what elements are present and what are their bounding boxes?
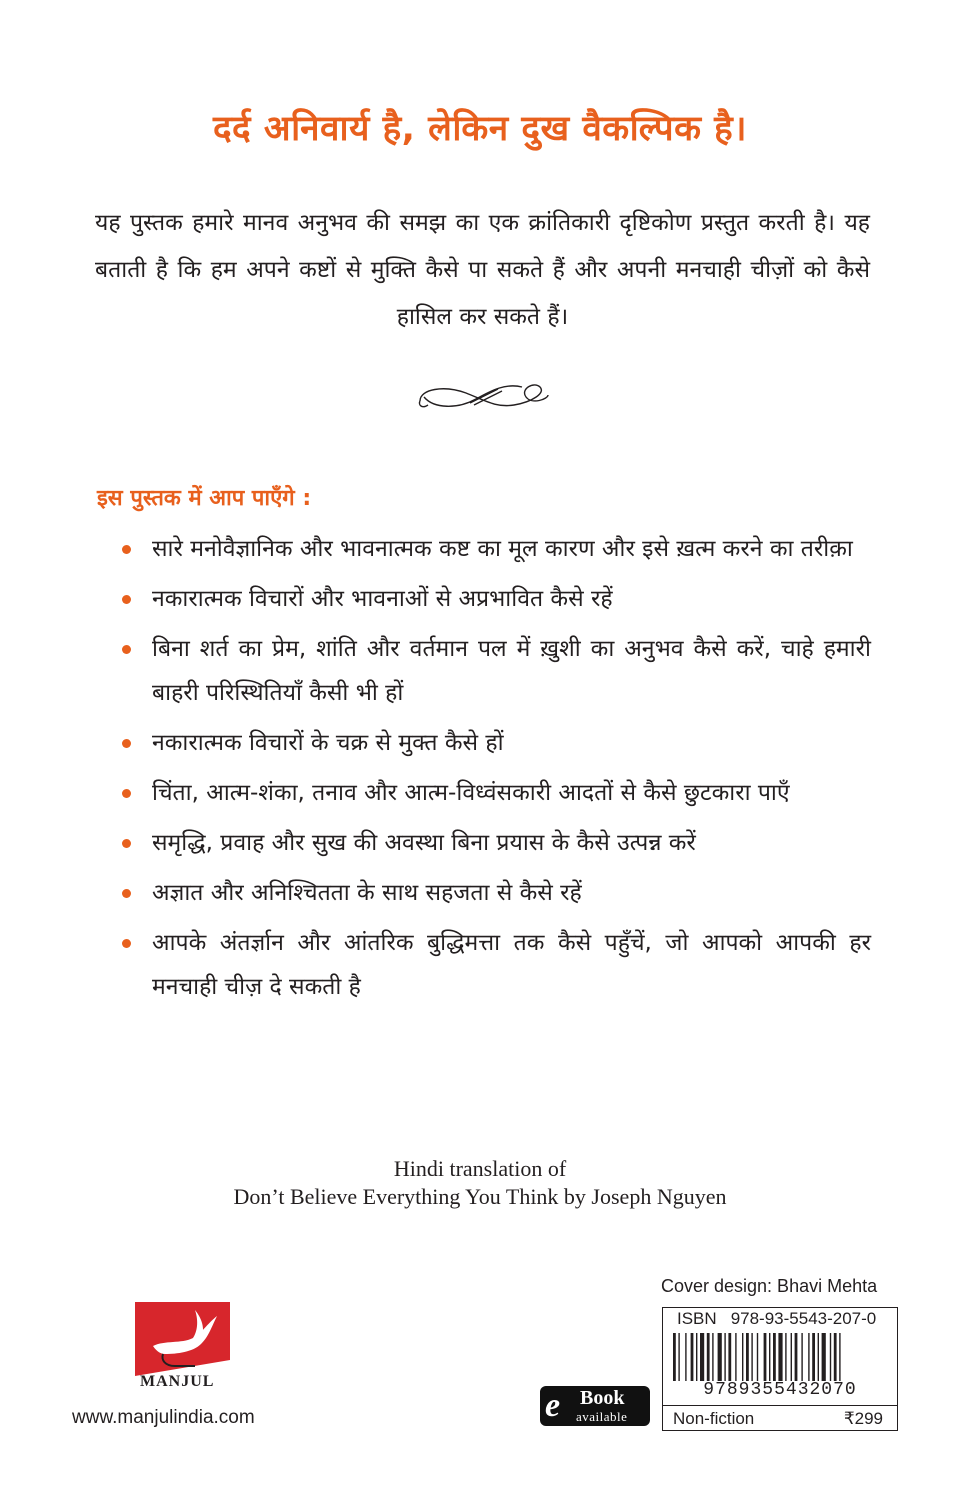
translation-line-1: Hindi translation of	[393, 1156, 567, 1181]
section-title: इस पुस्तक में आप पाएँगे :	[97, 486, 312, 511]
bullet-dot-icon	[122, 595, 131, 604]
bullet-dot-icon	[122, 839, 131, 848]
publisher-name: MANJUL	[140, 1373, 215, 1390]
bullet-dot-icon	[122, 645, 131, 654]
ebook-available-label: available	[576, 1409, 628, 1424]
ebook-e-letter: e	[545, 1387, 561, 1424]
list-item	[119, 871, 871, 915]
translation-line-2: Don’t Believe Everything You Think by Joseph Nguyen	[233, 1184, 727, 1209]
list-item	[119, 577, 871, 621]
category-label: Non-fiction	[673, 1409, 755, 1428]
list-item-text: सारे मनोवैज्ञानिक और भावनात्मक कष्ट का मूल कारण और इसे ख़त्म करने का तरीक़ा	[152, 536, 853, 562]
translation-credit	[0, 1155, 960, 1211]
price-label: ₹299	[843, 1409, 883, 1428]
bullet-dot-icon	[122, 789, 131, 798]
headline: दर्द अनिवार्य है, लेकिन दुख वैकल्पिक है।	[212, 109, 748, 149]
bullet-dot-icon	[122, 889, 131, 898]
intro-paragraph: यह पुस्तक हमारे मानव अनुभव की समझ का एक क्रांतिकारी दृष्टिकोण प्रस्तुत करती है। यह बताती है कि हम अपने कष्टों से मुक्ति कैसे पा सकते हैं और अपनी मनचाही चीज़ों को कैसे हासिल कर सकते हैं।	[95, 210, 870, 330]
ebook-book-label: Book	[580, 1387, 625, 1409]
list-item-text: आपके अंतर्ज्ञान और आंतरिक बुद्धिमत्ता तक कैसे पहुँचें, जो आपको आपकी हर मनचाही चीज़ दे सकती है	[152, 930, 871, 1000]
list-item	[119, 721, 871, 765]
bullet-dot-icon	[122, 739, 131, 748]
publisher-website-link[interactable]: www.manjulindia.com	[72, 1407, 255, 1428]
isbn-number: 978-93-5543-207-0	[730, 1309, 877, 1328]
barcode-digits: 9789355432070	[703, 1380, 857, 1400]
barcode-icon	[673, 1333, 887, 1381]
flourish-ornament-icon	[414, 375, 554, 419]
list-item-text: अज्ञात और अनिश्चितता के साथ सहजता से कैसे रहें	[152, 880, 582, 906]
isbn-label: ISBN	[677, 1309, 717, 1328]
list-item-text: नकारात्मक विचारों के चक्र से मुक्त कैसे हों	[152, 730, 504, 756]
isbn-barcode-box	[662, 1307, 898, 1431]
feature-list	[119, 527, 871, 1015]
list-item	[119, 821, 871, 865]
list-item-text: नकारात्मक विचारों और भावनाओं से अप्रभावित कैसे रहें	[152, 586, 613, 612]
cover-design-credit: Cover design: Bhavi Mehta	[661, 1276, 878, 1296]
list-item	[119, 627, 871, 715]
list-item-text: बिना शर्त का प्रेम, शांति और वर्तमान पल में ख़ुशी का अनुभव कैसे करें, चाहे हमारी बाहरी परिस्थितियाँ कैसी भी हों	[152, 636, 871, 706]
ebook-available-badge	[540, 1386, 650, 1426]
category-price-row	[663, 1405, 897, 1431]
list-item	[119, 527, 871, 571]
bullet-dot-icon	[122, 545, 131, 554]
list-item-text: चिंता, आत्म-शंका, तनाव और आत्म-विध्वंसकारी आदतों से कैसे छुटकारा पाएँ	[152, 780, 790, 806]
list-item	[119, 771, 871, 815]
manjul-logo-icon	[135, 1302, 230, 1376]
list-item-text: समृद्धि, प्रवाह और सुख की अवस्था बिना प्रयास के कैसे उत्पन्न करें	[152, 830, 696, 856]
bullet-dot-icon	[122, 939, 131, 948]
isbn-line	[663, 1308, 897, 1330]
list-item	[119, 921, 871, 1009]
